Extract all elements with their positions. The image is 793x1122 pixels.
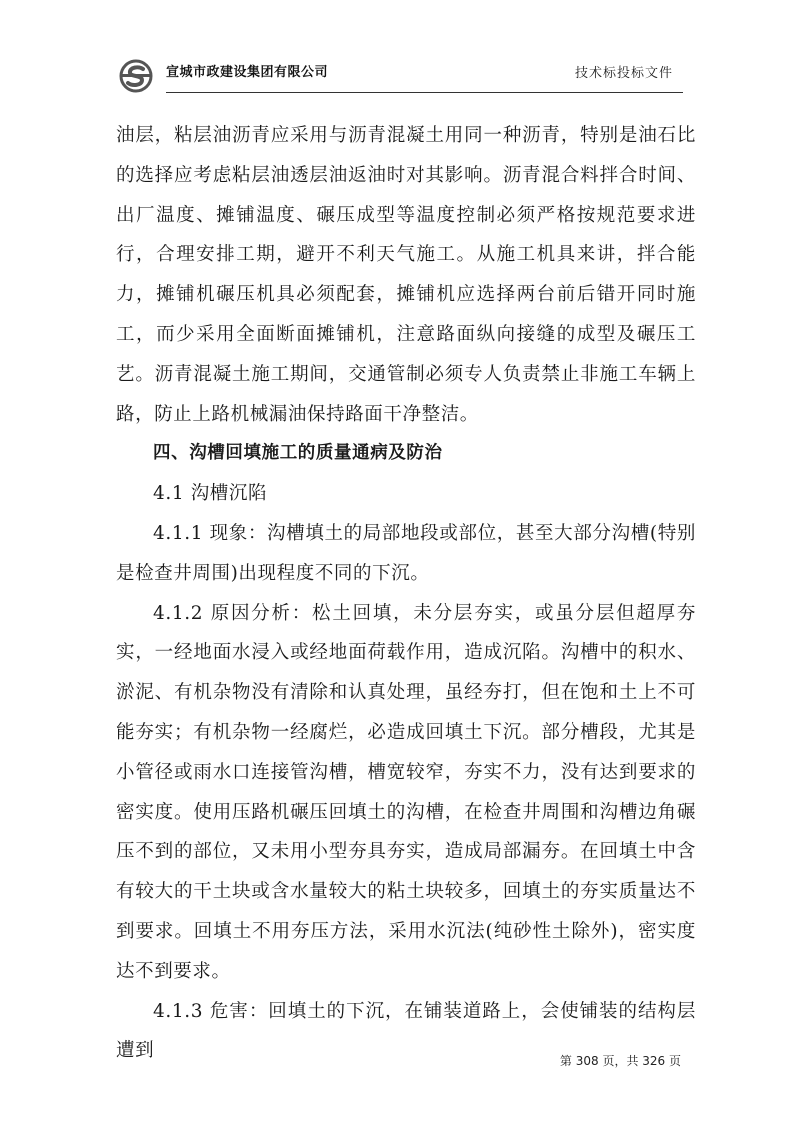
page-header [118, 56, 683, 96]
document-type: 技术标投标文件 [574, 66, 673, 81]
page-number: 第 308 页，共 326 页 [559, 1054, 681, 1068]
company-logo-icon [118, 58, 154, 94]
header-divider [166, 92, 683, 93]
paragraph-phenomenon: 4.1.1 现象：沟槽填土的局部地段或部位，甚至大部分沟槽(特别是检查井周围)出现程度不同的下沉。 [116, 522, 696, 584]
paragraph-asphalt-continued: 油层，粘层油沥青应采用与沥青混凝土用同一种沥青，特别是油石比的选择应考虑粘层油透层油返油时对其影响。沥青混合料拌合时间、出厂温度、摊铺温度、碾压成型等温度控制必须严格按规范要求进行，合理安排工期，避开不利天气施工。从施工机具来讲，拌合能力，摊铺机碾压机具必须配套，摊铺机应选择两台前后错开同时施工，而少采用全面断面摊铺机，注意路面纵向接缝的成型及碾压工艺。沥青混凝土施工期间，交通管制必须专人负责禁止非施工车辆上路，防止上路机械漏油保持路面干净整洁。 [116, 125, 696, 425]
company-name: 宣城市政建设集团有限公司 [166, 65, 329, 80]
paragraph-cause-analysis: 4.1.2 原因分析：松土回填，未分层夯实，或虽分层但超厚夯实，一经地面水浸入或经地面荷载作用，造成沉陷。沟槽中的积水、淤泥、有机杂物没有清除和认真处理，虽经夯打，但在饱和土上不可能夯实；有机杂物一经腐烂，必造成回填土下沉。部分槽段，尤其是小管径或雨水口连接管沟槽，槽宽较窄，夯实不力，没有达到要求的密实度。使用压路机碾压回填土的沟槽，在检查井周围和沟槽边角碾压不到的部位，又未用小型夯具夯实，造成局部漏夯。在回填土中含有较大的干土块或含水量较大的粘土块较多，回填土的夯实质量达不到要求。回填土不用夯压方法，采用水沉法(纯砂性土除外)，密实度达不到要求。 [116, 602, 696, 982]
page-body [116, 116, 696, 1071]
paragraph-hazard: 4.1.3 危害：回填土的下沉，在铺装道路上，会使铺装的结构层遭到 [116, 1000, 696, 1062]
section-heading: 四、沟槽回填施工的质量通病及防治 [153, 443, 443, 464]
subsection-heading: 4.1 沟槽沉陷 [153, 483, 268, 505]
